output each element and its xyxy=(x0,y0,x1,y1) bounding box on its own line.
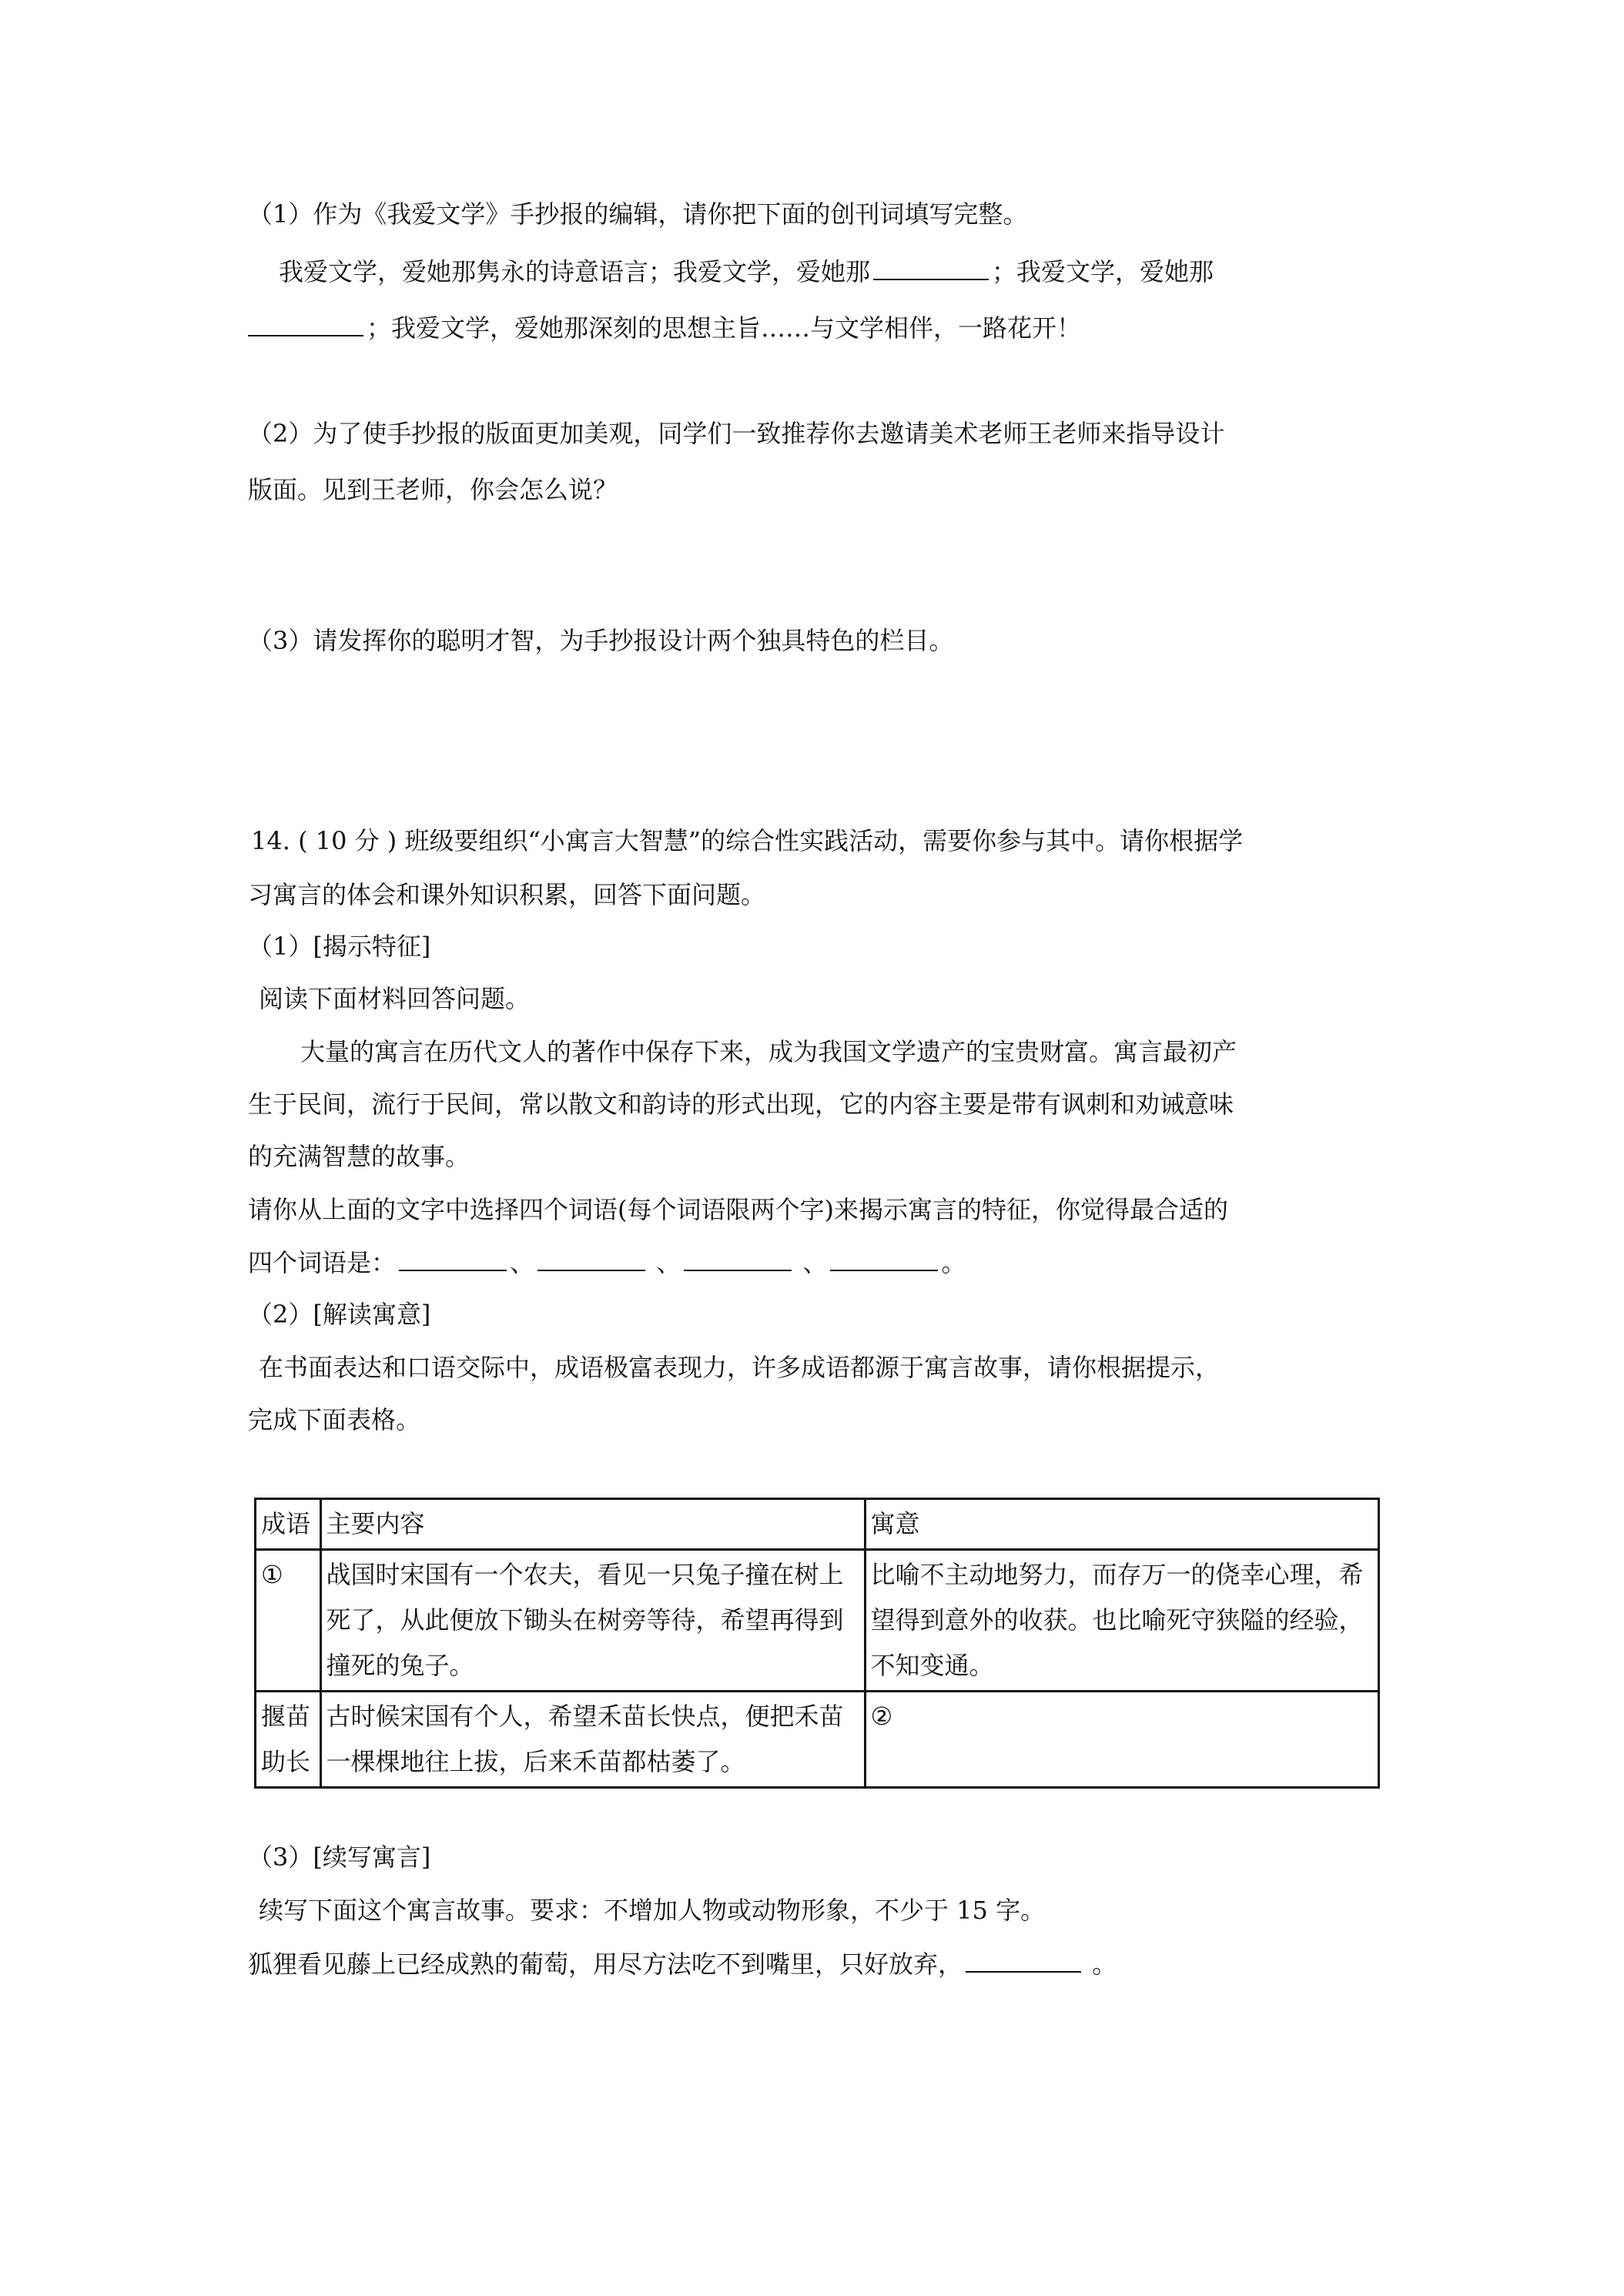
q13-1-line1 xyxy=(279,256,1418,287)
content-cell: 古时候宋国有个人，希望禾苗长快点，便把禾苗一棵棵地往上拔，后来禾苗都枯萎了。 xyxy=(320,1692,865,1788)
q14-2-title: （2）[解读寓意] xyxy=(248,1300,431,1329)
answer-blank[interactable] xyxy=(830,1247,938,1271)
answer-blank[interactable] xyxy=(537,1247,645,1271)
q13-1-text-b: ；我爱文学，爱她那 xyxy=(992,257,1214,286)
answer-blank[interactable] xyxy=(966,1948,1081,1973)
table-row xyxy=(256,1550,1379,1692)
separator: 、 xyxy=(795,1248,828,1277)
material-line3: 的充满智慧的故事。 xyxy=(248,1142,470,1171)
q14-3-instruction: 续写下面这个寓言故事。要求：不增加人物或动物形象，不少于 15 字。 xyxy=(259,1896,1046,1925)
header-content: 主要内容 xyxy=(320,1499,865,1550)
q14-1-question-line2 xyxy=(248,1247,1388,1278)
q13-1-line2 xyxy=(248,312,1388,343)
idiom-cell[interactable]: ① xyxy=(256,1550,321,1692)
material-line1: 大量的寓言在历代文人的著作中保存下来，成为我国文学遗产的宝贵财富。寓言最初产 xyxy=(300,1037,1237,1066)
answer-blank[interactable] xyxy=(873,256,989,280)
period: 。 xyxy=(941,1248,966,1277)
period: 。 xyxy=(1084,1950,1117,1979)
material-line2: 生于民间，流行于民间，常以散文和韵诗的形式出现，它的内容主要是带有讽刺和劝诫意味 xyxy=(248,1089,1234,1119)
separator: 、 xyxy=(510,1248,535,1277)
q14-header-line2: 习寓言的体会和课外知识积累，回答下面问题。 xyxy=(248,880,766,909)
q13-1-title: （1）作为《我爱文学》手抄报的编辑，请你把下面的创刊词填写完整。 xyxy=(248,199,1028,229)
meaning-cell[interactable]: ② xyxy=(865,1692,1379,1788)
separator: 、 xyxy=(648,1248,681,1277)
q13-3: （3）请发挥你的聪明才智，为手抄报设计两个独具特色的栏目。 xyxy=(248,626,954,655)
content-cell: 战国时宋国有一个农夫，看见一只兔子撞在树上死了，从此便放下锄头在树旁等待，希望再得到撞死的兔子。 xyxy=(320,1550,865,1692)
q14-header-line1: 14. ( 10 分 ) 班级要组织“小寓言大智慧”的综合性实践活动，需要你参与其中。请你根据学 xyxy=(251,826,1244,855)
answer-blank[interactable] xyxy=(399,1247,507,1271)
q14-1-title: （1）[揭示特征] xyxy=(248,932,431,961)
idiom-cell: 揠苗助长 xyxy=(256,1692,321,1788)
q13-2-line1: （2）为了使手抄报的版面更加美观，同学们一致推荐你去邀请美术老师王老师来指导设计 xyxy=(248,419,1225,448)
meaning-cell: 比喻不主动地努力，而存万一的侥幸心理，希望得到意外的收获。也比喻死守狭隘的经验，不知变通。 xyxy=(865,1550,1379,1692)
q14-3-story xyxy=(248,1948,1388,1980)
header-meaning: 寓意 xyxy=(865,1499,1379,1550)
q14-1-instruction: 阅读下面材料回答问题。 xyxy=(259,984,531,1013)
header-idiom: 成语 xyxy=(256,1499,321,1550)
q13-1-text-a: 我爱文学，爱她那隽永的诗意语言；我爱文学，爱她那 xyxy=(279,257,871,286)
q14-3-title: （3）[续写寓言] xyxy=(248,1842,431,1872)
idiom-table xyxy=(254,1498,1380,1789)
q14-2-line2: 完成下面表格。 xyxy=(248,1405,421,1434)
q13-1-text-c: ；我爱文学，爱她那深刻的思想主旨……与文学相伴，一路花开！ xyxy=(367,313,1082,343)
answer-blank[interactable] xyxy=(248,312,363,336)
q14-1-question-text: 四个词语是： xyxy=(248,1248,397,1277)
q14-1-question-line1: 请你从上面的文字中选择四个词语(每个词语限两个字)来揭示寓言的特征，你觉得最合适的 xyxy=(248,1195,1228,1224)
table-row xyxy=(256,1692,1379,1788)
q13-2-line2: 版面。见到王老师，你会怎么说？ xyxy=(248,475,618,504)
table-header-row xyxy=(256,1499,1379,1550)
q14-2-line1: 在书面表达和口语交际中，成语极富表现力，许多成语都源于寓言故事，请你根据提示， xyxy=(259,1353,1221,1382)
answer-blank[interactable] xyxy=(684,1247,792,1271)
q14-3-story-text: 狐狸看见藤上已经成熟的葡萄，用尽方法吃不到嘴里，只好放弃， xyxy=(248,1950,963,1979)
